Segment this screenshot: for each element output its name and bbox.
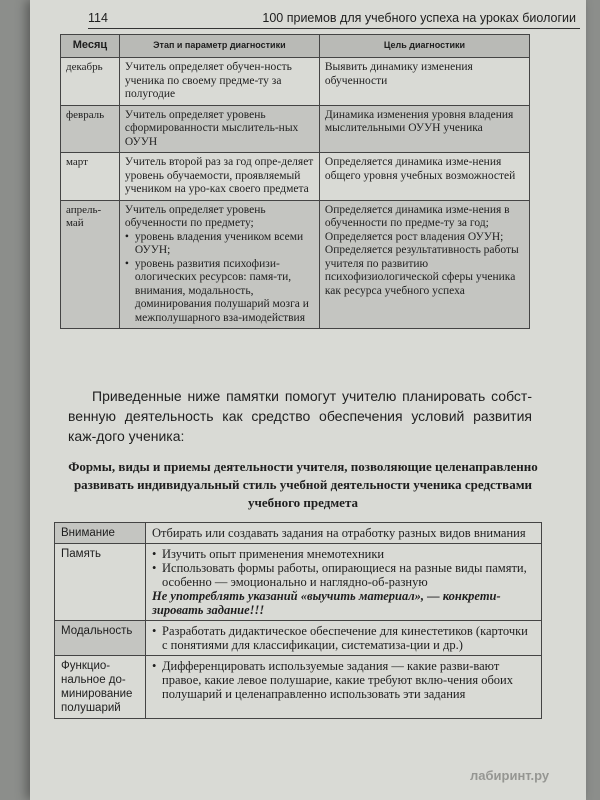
month-cell: апрель-май	[61, 200, 120, 329]
attention-key: Внимание	[55, 523, 146, 544]
hemisphere-cell	[146, 656, 542, 719]
page-number: 114	[88, 11, 108, 25]
stage-intro: Учитель определяет уровень обученности по предмету;	[124, 203, 266, 229]
diagnostics-table	[60, 34, 530, 329]
stage-cell	[119, 200, 319, 329]
attention-text: Отбирать или создавать задания на отработку разных видов внимания	[146, 523, 542, 544]
goal-cell	[319, 200, 529, 329]
goal-cell: Выявить динамику изменения обученности	[319, 58, 529, 106]
table-row	[61, 58, 530, 106]
watermark: лабиринт.ру	[470, 768, 550, 783]
teacher-methods-table	[54, 522, 542, 719]
memory-list	[152, 547, 535, 589]
hemisphere-key: Функцио-нальное до-минирование полушарий	[55, 656, 146, 719]
memory-cell	[146, 544, 542, 621]
table-row	[55, 656, 542, 719]
goal-line: Определяется результативность работы учителя по развитию психофизиологической сферы ученика как ресурса учебного успеха	[324, 244, 519, 297]
list-item: • Дифференцировать используемые задания — какие разви-вают правое, какие левое полушарие, какие требуют вклю-чения обоих полушарий и целенаправленно использовать эти задания	[152, 659, 535, 701]
page-header	[88, 6, 580, 29]
section-title: Формы, виды и приемы деятельности учителя, позволяющие целенаправленно развивать индивидуальный стиль учебной деятельности ученика средствами учебного предмета	[68, 459, 538, 510]
memory-note: Не употреблять указаний «выучить материал», — конкрети-зировать задание!!!	[152, 589, 501, 617]
stage-cell: Учитель определяет уровень сформированности мыслитель-ных ОУУН	[119, 105, 319, 153]
running-title: 100 приемов для учебного успеха на уроках биологии	[262, 11, 576, 25]
table-row	[55, 523, 542, 544]
list-item: • уровень развития психофизи-ологических ресурсов: памя-ти, внимания, модальность, доминирования полушарий мозга и межполушарного вза-имодействия	[125, 258, 314, 326]
column-header-stage: Этап и параметр диагностики	[119, 35, 319, 58]
list-item: • Изучить опыт применения мнемотехники	[152, 547, 535, 561]
stage-cell: Учитель определяет обучен-ность ученика по своему предме-ту за полугодие	[119, 58, 319, 106]
goal-cell: Динамика изменения уровня владения мыслительными ОУУН ученика	[319, 105, 529, 153]
goal-cell: Определяется динамика изме-нения общего уровня учебных возможностей	[319, 153, 529, 201]
table-row	[55, 544, 542, 621]
month-cell: февраль	[61, 105, 120, 153]
modality-key: Модальность	[55, 621, 146, 656]
month-cell: декабрь	[61, 58, 120, 106]
column-header-month: Месяц	[61, 35, 120, 58]
body-paragraph: Приведенные ниже памятки помогут учителю планировать собст-венную деятельность как средство обеспечения условий развития каж-дого ученика:	[68, 388, 532, 444]
table-row	[61, 200, 530, 329]
hemisphere-list	[152, 659, 535, 701]
table-row	[55, 621, 542, 656]
memory-key: Память	[55, 544, 146, 621]
goal-line: Определяется динамика изме-нения в обученности по предме-ту за год;	[324, 203, 510, 229]
table-row	[61, 153, 530, 201]
goal-line: Определяется рост владения ОУУН;	[324, 230, 504, 243]
stage-cell: Учитель второй раз за год опре-деляет уровень обучаемости, проявляемый учеником на уро-ках своего предмета	[119, 153, 319, 201]
list-item: • Разработать дидактическое обеспечение для кинестетиков (карточки с понятиями для классификации, систематиза-ции и др.)	[152, 624, 535, 652]
stage-list	[125, 231, 314, 326]
modality-list	[152, 624, 535, 652]
month-cell: март	[61, 153, 120, 201]
list-item: • уровень владения учеником всеми ОУУН;	[125, 231, 314, 258]
column-header-goal: Цель диагностики	[319, 35, 529, 58]
modality-cell	[146, 621, 542, 656]
list-item: • Использовать формы работы, опирающиеся на разные виды памяти, особенно — эмоционально и наглядно-об-разную	[152, 561, 535, 589]
table-row	[61, 105, 530, 153]
table-header-row	[61, 35, 530, 58]
